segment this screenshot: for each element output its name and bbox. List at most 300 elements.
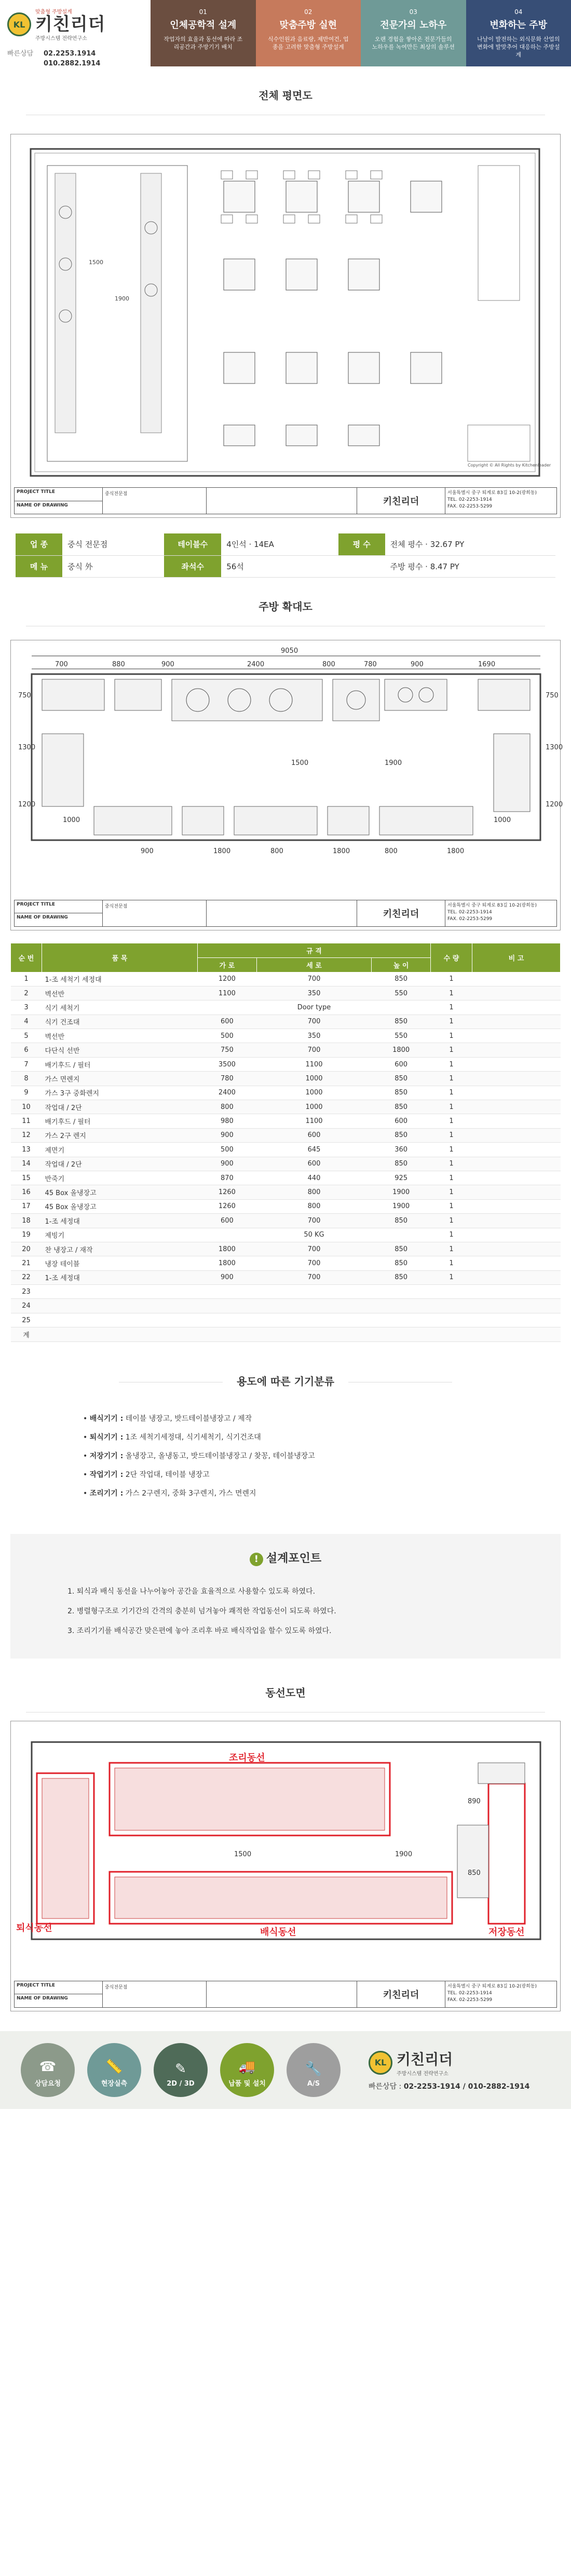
- phone-number-2[interactable]: 010.2882.1914: [44, 60, 101, 67]
- cell-h: [372, 1285, 431, 1299]
- dim-top: 780: [364, 660, 377, 668]
- label-area: 평 수: [338, 533, 385, 555]
- footer-brand: [369, 2048, 529, 2091]
- header-size: 규 격: [198, 943, 431, 957]
- project-name: 중식전문점: [103, 488, 207, 514]
- cell-no: 24: [11, 1299, 42, 1313]
- cell-q: [431, 1285, 472, 1299]
- cell-d: 700: [256, 1214, 371, 1228]
- cell-note: [472, 1171, 561, 1185]
- label-menu: 메 뉴: [16, 555, 62, 577]
- title-block-logo: 키친리더: [357, 1981, 445, 2007]
- step-title: 인체공학적 설계: [170, 20, 237, 31]
- cell-d: 700: [256, 1043, 371, 1057]
- table-row: [11, 972, 561, 986]
- cell-name: 배기후드 / 필터: [42, 1114, 198, 1128]
- value-seats: 56석: [221, 555, 338, 577]
- dim-left: 750: [18, 691, 31, 700]
- cell-w: 800: [198, 1100, 257, 1114]
- cell-q: 1: [431, 1214, 472, 1228]
- design-point: 2. 병렬형구조로 기기간의 간격의 충분히 넘겨놓아 쾌적한 작업동선이 되도록 하였다.: [67, 1607, 336, 1615]
- project-name: 중식전문점: [103, 900, 207, 926]
- dim-right: 1200: [546, 800, 563, 809]
- cell-q: 1: [431, 1270, 472, 1284]
- cell-q: 1: [431, 1043, 472, 1057]
- title-block: [14, 1981, 557, 2008]
- cell-name: 작업대 / 2단: [42, 1157, 198, 1171]
- cell-no: 5: [11, 1029, 42, 1043]
- value-kitchen-area: 주방 평수 · 8.47 PY: [385, 555, 555, 577]
- cell-d: 1100: [256, 1057, 371, 1071]
- cell-d: 350: [256, 986, 371, 1000]
- dim-mid: 1500: [291, 759, 309, 767]
- wrench-icon: 🔧: [305, 2061, 322, 2077]
- table-row: [11, 1001, 561, 1015]
- cell-name: 식기 건조대: [42, 1015, 198, 1029]
- cell-no: 14: [11, 1157, 42, 1171]
- cell-h: [372, 1228, 431, 1242]
- dim-bottom: 1800: [333, 847, 350, 855]
- store-info-table: [16, 533, 555, 578]
- cell-note: [472, 1313, 561, 1327]
- cell-name: [42, 1313, 198, 1327]
- cell-w: 600: [198, 1214, 257, 1228]
- cell-no: 12: [11, 1128, 42, 1142]
- cell-note: [472, 1143, 561, 1157]
- table-row: [11, 1128, 561, 1142]
- cell-h: 1800: [372, 1043, 431, 1057]
- project-name: 중식전문점: [103, 1981, 207, 2007]
- cell-d: [256, 1313, 371, 1327]
- flow-serve-label: 배식동선: [260, 1926, 296, 1938]
- table-row: [11, 986, 561, 1000]
- header-width: 가 로: [198, 957, 257, 972]
- cell-h: 850: [372, 1256, 431, 1270]
- process-steps: [151, 0, 571, 66]
- cell-d: 440: [256, 1171, 371, 1185]
- dim-top: 800: [322, 660, 335, 668]
- cell-w: 1800: [198, 1256, 257, 1270]
- dim-bottom: 900: [141, 847, 154, 855]
- category-item: • 작업기기 : 2단 작업대, 테이블 냉장고: [83, 1470, 210, 1479]
- cell-name: 제면기: [42, 1143, 198, 1157]
- header: [0, 0, 571, 66]
- logo-text[interactable]: 키친리더: [35, 14, 106, 35]
- cell-no: 7: [11, 1057, 42, 1071]
- footer: [0, 2031, 571, 2109]
- header-height: 높 이: [372, 957, 431, 972]
- cell-h: 850: [372, 1072, 431, 1086]
- step-title: 전문가의 노하우: [380, 20, 447, 31]
- cell-h: 850: [372, 1157, 431, 1171]
- kitchen-zoom-drawing: [11, 640, 563, 900]
- label-name-of-drawing: NAME OF DRAWING: [17, 1996, 68, 2002]
- label-name-of-drawing: NAME OF DRAWING: [17, 915, 68, 920]
- cell-name: 다단식 선반: [42, 1043, 198, 1057]
- table-row: [11, 1157, 561, 1171]
- step-title: 변화하는 주방: [490, 20, 548, 31]
- cell-h: 850: [372, 1242, 431, 1256]
- step-2: [256, 0, 361, 66]
- cell-h: 600: [372, 1057, 431, 1071]
- cell-name: 반죽기: [42, 1171, 198, 1185]
- table-row: [11, 1256, 561, 1270]
- label-table-count: 테이블수: [164, 533, 221, 555]
- header-note: 비 고: [472, 943, 561, 972]
- cell-h: 1900: [372, 1185, 431, 1199]
- exclamation-icon: !: [250, 1553, 263, 1566]
- cell-no: 21: [11, 1256, 42, 1270]
- footer-2d3d[interactable]: ✎ 2D / 3D: [154, 2043, 208, 2097]
- cell-note: [472, 1086, 561, 1100]
- cell-note: [472, 1157, 561, 1171]
- logo-mark-icon: KL: [369, 2051, 392, 2075]
- label-project-title: PROJECT TITLE: [15, 1981, 102, 1995]
- contact-phones: [7, 49, 151, 68]
- header-depth: 세 로: [256, 957, 371, 972]
- cell-h: 850: [372, 1214, 431, 1228]
- footer-phone-label: 빠른상담 :: [369, 2082, 402, 2091]
- step-desc: 식수인원과 음료량, 제반여건, 업종을 고려한 맞춤형 주방설계: [267, 36, 349, 50]
- category-item: • 저장기기 : 올냉장고, 올냉동고, 밧드테이블냉장고 / 찾꽁, 테이블냉장고: [83, 1451, 315, 1460]
- step-number: 03: [409, 8, 417, 16]
- cell-q: 1: [431, 1128, 472, 1142]
- label-business-type: 업 종: [16, 533, 62, 555]
- cell-h: 850: [372, 1015, 431, 1029]
- cell-w: 1260: [198, 1185, 257, 1199]
- cell-no: 9: [11, 1086, 42, 1100]
- cell-w: [198, 1313, 257, 1327]
- cell-d: 600: [256, 1128, 371, 1142]
- flow-plan: [10, 1721, 561, 2011]
- dim-top: 2400: [247, 660, 265, 668]
- cell-d: 1100: [256, 1114, 371, 1128]
- table-row: [11, 1057, 561, 1071]
- fax: FAX. 02-2253-5299: [447, 504, 493, 509]
- cell-w: [198, 1327, 257, 1341]
- kitchen-zoom-plan: [10, 640, 561, 930]
- table-row: [11, 1185, 561, 1199]
- cell-q: 1: [431, 1072, 472, 1086]
- cell-d: 700: [256, 1270, 371, 1284]
- cell-q: 1: [431, 1015, 472, 1029]
- cell-note: [472, 1270, 561, 1284]
- cell-q: 1: [431, 1057, 472, 1071]
- design-point: 1. 퇴식과 배식 동선을 나누어놓아 공간을 효율적으로 사용할수 있도록 하였다.: [67, 1587, 316, 1596]
- cell-name: [42, 1285, 198, 1299]
- cell-name: 찬 냉장고 / 재작: [42, 1242, 198, 1256]
- cell-note: [472, 986, 561, 1000]
- phone-label: 빠른상담: [7, 50, 34, 58]
- cell-d: 1000: [256, 1072, 371, 1086]
- cell-d: 1000: [256, 1086, 371, 1100]
- cell-q: 1: [431, 1001, 472, 1015]
- cell-w: 980: [198, 1114, 257, 1128]
- design-point: 3. 조리기기를 배식공간 맞은편에 놓아 조리후 바로 배식작업을 할수 있도록 하였다.: [67, 1626, 332, 1635]
- cell-name: 제빙기: [42, 1228, 198, 1242]
- dim-total: 9050: [281, 647, 298, 655]
- dim-bottom: 800: [385, 847, 398, 855]
- cell-q: 1: [431, 1256, 472, 1270]
- cell-h: [372, 1001, 431, 1015]
- flow-plan-drawing: [11, 1721, 560, 1981]
- step-number: 01: [199, 8, 207, 16]
- cell-name: 1-조 세척기 세정대: [42, 972, 198, 986]
- cell-q: 1: [431, 1114, 472, 1128]
- fax: FAX. 02-2253-5299: [447, 1997, 493, 2003]
- cell-d: 700: [256, 1256, 371, 1270]
- footer-install[interactable]: 🚚 납품 및 설치: [220, 2043, 274, 2097]
- logo-mark-icon: KL: [7, 12, 31, 36]
- flow-dim: 1900: [395, 1850, 413, 1858]
- table-row: [11, 1313, 561, 1327]
- cell-name: 1-조 세정대: [42, 1270, 198, 1284]
- cell-q: 1: [431, 1100, 472, 1114]
- footer-consult[interactable]: ☎ 상담요청: [21, 2043, 75, 2097]
- footer-phone[interactable]: 02-2253-1914 / 010-2882-1914: [403, 2082, 530, 2091]
- cell-note: [472, 1228, 561, 1242]
- step-number: 02: [304, 8, 312, 16]
- table-row: [11, 1214, 561, 1228]
- cell-name: 가스 면렌지: [42, 1072, 198, 1086]
- cell-w: 600: [198, 1015, 257, 1029]
- cell-note: [472, 1185, 561, 1199]
- flow-dim: 1500: [234, 1850, 252, 1858]
- cell-no: 1: [11, 972, 42, 986]
- tel: TEL. 02-2253-1914: [447, 1990, 492, 1996]
- label-project-title: PROJECT TITLE: [15, 488, 102, 501]
- title-block: [14, 900, 557, 927]
- cell-name: 가스 3구 중화렌지: [42, 1086, 198, 1100]
- category-item: • 퇴식기기 : 1조 세척기세정대, 식기세척기, 식기건조대: [83, 1433, 261, 1442]
- cell-note: [472, 972, 561, 986]
- cell-d: 50 KG: [256, 1228, 371, 1242]
- dim-bottom: 800: [270, 847, 283, 855]
- category-item: • 조리기기 : 가스 2구렌지, 중화 3구렌지, 가스 면렌지: [83, 1489, 256, 1498]
- cell-note: [472, 1100, 561, 1114]
- tel: TEL. 02-2253-1914: [447, 497, 492, 502]
- step-desc: 오랜 경험을 쌓아온 전문가들의 노하우를 녹여만든 최상의 솔루션: [372, 36, 455, 50]
- cell-q: 1: [431, 986, 472, 1000]
- dim-left: 1200: [18, 800, 36, 809]
- cell-no: 19: [11, 1228, 42, 1242]
- brand: [0, 0, 151, 66]
- cell-name: 냉장 테이블: [42, 1256, 198, 1270]
- cell-h: [372, 1327, 431, 1341]
- cell-note: [472, 1256, 561, 1270]
- table-row: [11, 1043, 561, 1057]
- cell-w: [198, 1299, 257, 1313]
- table-row: [11, 1072, 561, 1086]
- cell-note: [472, 1072, 561, 1086]
- table-row: [11, 1270, 561, 1284]
- cell-w: 500: [198, 1029, 257, 1043]
- cell-no: 4: [11, 1015, 42, 1029]
- footer-logo: 키친리더: [397, 2051, 453, 2068]
- cell-d: 800: [256, 1199, 371, 1213]
- dim-top: 880: [112, 660, 125, 668]
- cell-q: 1: [431, 1228, 472, 1242]
- cell-h: [372, 1299, 431, 1313]
- cell-d: 350: [256, 1029, 371, 1043]
- cell-w: 780: [198, 1072, 257, 1086]
- logo-tagline: 맞춤형 주방설계: [35, 9, 72, 15]
- cell-no: 계: [11, 1327, 42, 1341]
- cell-d: 700: [256, 972, 371, 986]
- equipment-spec-table: [10, 943, 561, 1342]
- cell-w: 2400: [198, 1086, 257, 1100]
- section-title-flow: 동선도면: [265, 1686, 306, 1699]
- cell-h: 850: [372, 972, 431, 986]
- flow-dim: 890: [468, 1797, 481, 1805]
- tel: TEL. 02-2253-1914: [447, 909, 492, 915]
- cell-q: 1: [431, 1029, 472, 1043]
- header-no: 순 번: [11, 943, 42, 972]
- dim-bottom: 1000: [494, 816, 511, 824]
- cell-h: 600: [372, 1114, 431, 1128]
- svg-text:1900: 1900: [115, 295, 129, 302]
- table-row: [11, 1100, 561, 1114]
- dim-right: 750: [546, 691, 559, 700]
- phone-number-1[interactable]: 02.2253.1914: [44, 50, 96, 58]
- cell-d: [256, 1299, 371, 1313]
- cell-h: 360: [372, 1143, 431, 1157]
- dim-right: 1300: [546, 743, 563, 751]
- cell-name: [42, 1327, 198, 1341]
- label-name-of-drawing: NAME OF DRAWING: [17, 502, 68, 508]
- cell-name: 45 Box 올냉장고: [42, 1199, 198, 1213]
- category-item: • 배식기기 : 테이블 냉장고, 밧드테이블냉장고 / 제작: [83, 1414, 252, 1423]
- cell-note: [472, 1015, 561, 1029]
- cell-w: [198, 1285, 257, 1299]
- table-row: [11, 1299, 561, 1313]
- title-block-logo: 키친리더: [357, 900, 445, 926]
- dim-top: 900: [411, 660, 424, 668]
- cell-no: 25: [11, 1313, 42, 1327]
- cell-w: [198, 1001, 257, 1015]
- cell-note: [472, 1327, 561, 1341]
- logo-subtitle: 주방시스템 전략연구소: [35, 36, 87, 42]
- cell-no: 18: [11, 1214, 42, 1228]
- cell-d: 1000: [256, 1100, 371, 1114]
- cell-d: 700: [256, 1015, 371, 1029]
- table-row: [11, 1171, 561, 1185]
- cell-no: 3: [11, 1001, 42, 1015]
- dim-mid: 1900: [385, 759, 402, 767]
- cell-name: [42, 1299, 198, 1313]
- cell-q: 1: [431, 1199, 472, 1213]
- fax: FAX. 02-2253-5299: [447, 916, 493, 922]
- table-row: [11, 1114, 561, 1128]
- address: 서울특별시 중구 퇴계로 83길 10-2(광희동): [447, 902, 537, 908]
- dim-bottom: 1800: [213, 847, 231, 855]
- cell-q: [431, 1299, 472, 1313]
- cell-name: 배기후드 / 필터: [42, 1057, 198, 1071]
- table-row: [11, 1242, 561, 1256]
- value-table-count: 4인석 · 14EA: [221, 533, 338, 555]
- cell-note: [472, 1199, 561, 1213]
- cell-no: 22: [11, 1270, 42, 1284]
- table-row: [11, 1086, 561, 1100]
- table-row: [11, 1327, 561, 1341]
- truck-icon: 🚚: [238, 2059, 256, 2075]
- cell-no: 11: [11, 1114, 42, 1128]
- cell-d: [256, 1285, 371, 1299]
- step-4: [466, 0, 571, 66]
- footer-logo-sub: 주방시스템 전략연구소: [397, 2071, 448, 2077]
- footer-as[interactable]: 🔧 A/S: [287, 2043, 341, 2097]
- cell-w: 1200: [198, 972, 257, 986]
- table-row: [11, 1199, 561, 1213]
- value-menu: 중식 外: [62, 555, 164, 577]
- cell-q: [431, 1327, 472, 1341]
- cell-note: [472, 1043, 561, 1057]
- design-points-panel: [10, 1534, 561, 1659]
- cell-q: 1: [431, 1143, 472, 1157]
- step-1: [151, 0, 256, 66]
- cell-note: [472, 1299, 561, 1313]
- ruler-icon: 📏: [105, 2059, 123, 2075]
- copyright-text: Copyright © All Rights by Kitchenleader: [468, 463, 551, 468]
- cell-w: [198, 1228, 257, 1242]
- cell-no: 16: [11, 1185, 42, 1199]
- value-business-type: 중식 전문점: [62, 533, 164, 555]
- cell-no: 8: [11, 1072, 42, 1086]
- cell-no: 13: [11, 1143, 42, 1157]
- header-item: 품 목: [42, 943, 198, 972]
- table-row: [11, 1228, 561, 1242]
- cell-no: 15: [11, 1171, 42, 1185]
- flow-exit-label: 퇴식동선: [16, 1922, 52, 1934]
- cell-name: 벽선반: [42, 1029, 198, 1043]
- full-plan-drawing: [11, 134, 560, 487]
- cell-w: 1100: [198, 986, 257, 1000]
- dim-bottom: 1800: [447, 847, 465, 855]
- cell-note: [472, 1001, 561, 1015]
- cell-w: 3500: [198, 1057, 257, 1071]
- cell-q: 1: [431, 1185, 472, 1199]
- table-row: [11, 1285, 561, 1299]
- cell-note: [472, 1214, 561, 1228]
- cell-w: 1260: [198, 1199, 257, 1213]
- address: 서울특별시 중구 퇴계로 83길 10-2(광희동): [447, 490, 537, 496]
- cell-name: 벽선반: [42, 986, 198, 1000]
- flow-store-label: 저장동선: [488, 1926, 525, 1938]
- cell-w: 1800: [198, 1242, 257, 1256]
- cell-d: [256, 1327, 371, 1341]
- cell-h: 550: [372, 1029, 431, 1043]
- section-title-categories: 용도에 따른 기기분류: [237, 1375, 334, 1388]
- cell-q: 1: [431, 1242, 472, 1256]
- title-block-logo: 키친리더: [357, 488, 445, 514]
- cell-w: 750: [198, 1043, 257, 1057]
- cell-note: [472, 1242, 561, 1256]
- dim-bottom: 1000: [63, 816, 80, 824]
- cell-no: 23: [11, 1285, 42, 1299]
- cell-q: 1: [431, 1157, 472, 1171]
- cell-no: 17: [11, 1199, 42, 1213]
- header-qty: 수 량: [431, 943, 472, 972]
- cell-h: 850: [372, 1128, 431, 1142]
- footer-measure[interactable]: 📏 현장실측: [87, 2043, 141, 2097]
- address: 서울특별시 중구 퇴계로 83길 10-2(광희동): [447, 1983, 537, 1989]
- dim-top: 700: [55, 660, 68, 668]
- table-row: [11, 1029, 561, 1043]
- cell-q: 1: [431, 1086, 472, 1100]
- cell-note: [472, 1285, 561, 1299]
- cell-h: 850: [372, 1270, 431, 1284]
- cell-d: 800: [256, 1185, 371, 1199]
